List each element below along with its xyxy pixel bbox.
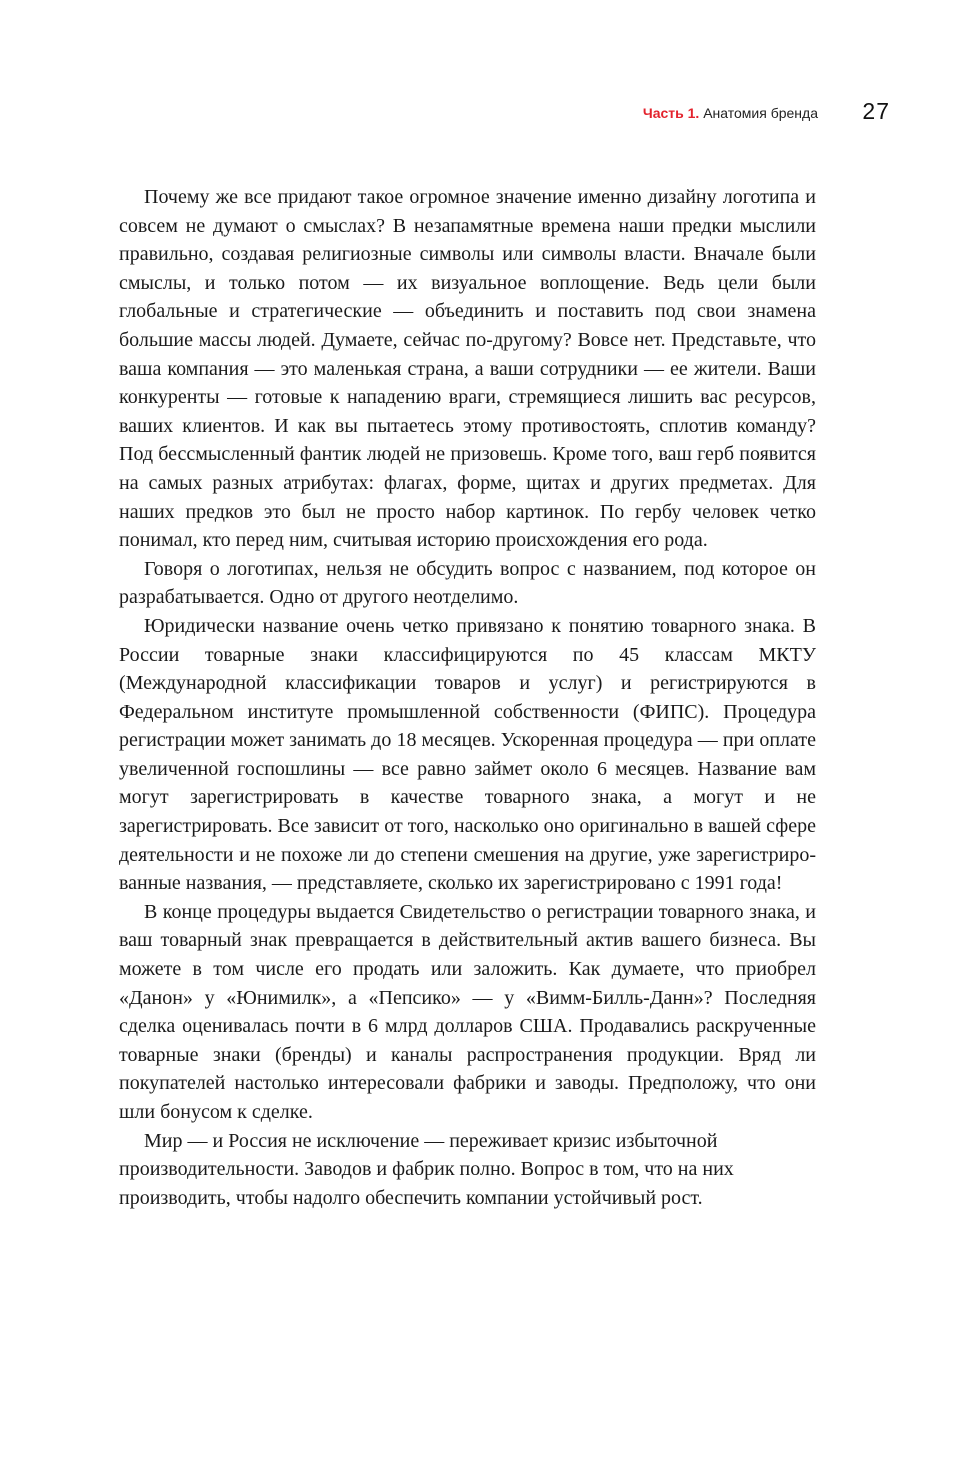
paragraph-3: Юридически название очень четко привязано к понятию товарного знака. В России товарные знаки классифицируются по 45 классам МКТУ (Международной классификации товаров и услуг) и регистрируются в Федеральном институте промышленной собственности (ФИПС). Процедура регистрации может занимать до 18 месяцев. Ускоренная процедура — при оплате увеличенной госпошлины — все равно займет около 6 месяцев. Название вам могут зарегистрировать в качестве товарного знака, а могут и не зарегистрировать. Все зависит от того, насколько оно оригинально в вашей сфере деятельности и не похоже ли до степени смешения на другие, уже зарегистрированные названия, — представляете, сколько их зарегистрировано с 1991 года! bbox=[119, 614, 816, 895]
paragraph-5: Мир — и Россия не исключение — переживает кризис избыточной производительности. Заводов и фабрик полно. Вопрос в том, что на них производить, чтобы надолго обеспечить компании устойчивый рост. bbox=[119, 1129, 734, 1209]
running-head bbox=[643, 105, 818, 121]
paragraph-4: В конце процедуры выдается Свидетельство о регистрации товарного знака, и ваш товарный знак превращается в действительный актив вашего бизнеса. Вы можете в том числе его продать или заложить. Как думаете, что приобрел «Данон» у «Юнимилк», а «Пепсико» — у «Вимм-Билль-Данн»? Последняя сделка оценивалась почти в 6 млрд долларов США. Продавались раскрученные товарные знаки (бренды) и каналы распространения продукции. Вряд ли покупателей настолько интересовали фабрики и заводы. Предположу, что они шли бонусом к сделке. bbox=[119, 900, 816, 1123]
part-label: Часть 1. bbox=[642, 105, 700, 121]
page-number: 27 bbox=[862, 98, 890, 124]
paragraph-2: Говоря о логотипах, нельзя не обсудить вопрос с названием, под которое он разрабатывается. Одно от другого неотделимо. bbox=[119, 557, 816, 609]
body-text bbox=[119, 183, 816, 1212]
paragraph-1: Почему же все придают такое огромное значение именно дизайну логотипа и совсем не думают о смыслах? В незапамятные времена наши предки мыслили правильно, создавая религиозные символы или символы власти. Вначале были смыслы, и только потом — их визуальное воплощение. Ведь цели были глобальные и стратегические — объединить и поставить под свои знамена большие массы людей. Думаете, сейчас по-другому? Вовсе нет. Представьте, что ваша компания — это маленькая страна, а ваши сотрудники — ее жители. Ваши конкуренты — готовые к нападению враги, стремящиеся лишить вас ресурсов, ваших клиентов. И как вы пытаетесь этому противостоять, сплотив команду? Под бессмысленный фантик людей не призовешь. Кроме того, ваш герб появится на самых разных атрибутах: флагах, форме, щитах и других предметах. Для наших предков это был не просто набор картинок. По гербу человек четко понимал, кто перед ним, считывая историю происхождения его рода. bbox=[119, 186, 816, 552]
page-header bbox=[560, 98, 890, 128]
chapter-title: Анатомия бренда bbox=[703, 105, 818, 121]
